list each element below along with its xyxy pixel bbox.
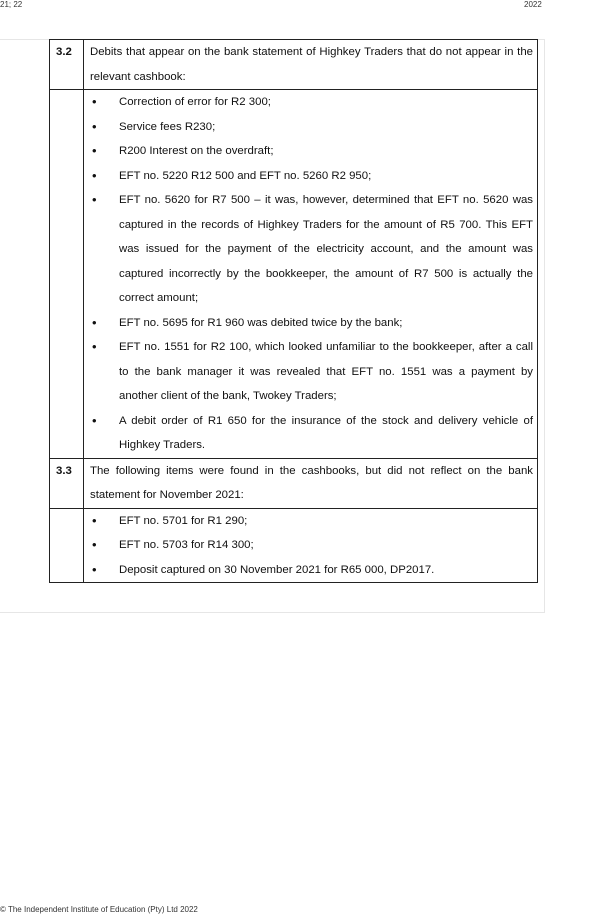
- section-3-2-number: 3.2: [50, 40, 84, 90]
- list-item-text: R200 Interest on the overdraft;: [119, 145, 274, 157]
- section-3-3-empty-cell: [50, 508, 84, 583]
- list-item: [90, 335, 533, 409]
- page-header-right: 2022: [524, 0, 542, 9]
- section-3-2-items-cell: [84, 90, 538, 459]
- list-item: [90, 409, 533, 458]
- bullet-icon: •: [92, 167, 97, 183]
- question-table: [49, 39, 538, 583]
- page-header-left: 21; 22: [0, 0, 23, 9]
- section-3-3-intro: The following items were found in the cashbooks, but did not reflect on the bank statement for November 2021:: [84, 458, 538, 508]
- list-item: [90, 509, 533, 534]
- list-item: [90, 164, 533, 189]
- section-3-2-header-row: [50, 40, 538, 90]
- bullet-icon: •: [92, 339, 97, 354]
- list-item-text: Service fees R230;: [119, 120, 216, 133]
- list-item-text: EFT no. 5695 for R1 960 was debited twice by the bank;: [119, 316, 403, 329]
- bullet-icon: •: [92, 537, 97, 552]
- section-3-3-number: 3.3: [50, 458, 84, 508]
- list-item: [90, 90, 533, 115]
- bullet-icon: •: [92, 143, 97, 158]
- section-3-2-empty-cell: [50, 90, 84, 459]
- page-frame-right-line: [544, 39, 545, 613]
- bullet-icon: •: [92, 512, 97, 528]
- bullet-icon: •: [92, 192, 97, 207]
- page-frame-bottom-line: [0, 612, 545, 613]
- list-item-text: Deposit captured on 30 November 2021 for R65 000, DP2017.: [119, 563, 435, 576]
- section-3-3-items-row: [50, 508, 538, 583]
- bullet-icon: •: [92, 118, 97, 134]
- bullet-icon: •: [92, 314, 97, 330]
- list-item-text: EFT no. 5703 for R14 300;: [119, 539, 254, 551]
- bullet-icon: •: [92, 94, 97, 109]
- list-item-text: EFT no. 5220 R12 500 and EFT no. 5260 R2 950;: [119, 169, 372, 182]
- section-3-2-list: [90, 90, 533, 458]
- list-item: [90, 311, 533, 336]
- list-item-text: Correction of error for R2 300;: [119, 96, 271, 108]
- section-3-2-intro: Debits that appear on the bank statement of Highkey Traders that do not appear in the relevant cashbook:: [84, 40, 538, 90]
- list-item: [90, 188, 533, 311]
- copyright-footer: © The Independent Institute of Education (Pty) Ltd 2022: [0, 905, 198, 914]
- section-3-3-list: [90, 509, 533, 583]
- list-item: [90, 139, 533, 164]
- bullet-icon: •: [92, 561, 97, 577]
- section-3-3-header-row: [50, 458, 538, 508]
- section-3-3-items-cell: [84, 508, 538, 583]
- list-item-text: EFT no. 5620 for R7 500 – it was, however, determined that EFT no. 5620 was captured in the records of Highkey Traders for the amount of R5 700. This EFT was issued for the payment of the electricity account, and the amount was captured incorrectly by the bookkeeper, the amount of R7 500 is actually the correct amount;: [119, 194, 533, 304]
- list-item: [90, 558, 533, 583]
- list-item-text: EFT no. 1551 for R2 100, which looked unfamiliar to the bookkeeper, after a call to the bank manager it was revealed that EFT no. 1551 was a payment by another client of the bank, Twokey Traders;: [119, 341, 533, 402]
- section-3-2-items-row: [50, 90, 538, 459]
- list-item: [90, 115, 533, 140]
- bullet-icon: •: [92, 412, 97, 428]
- list-item-text: A debit order of R1 650 for the insurance of the stock and delivery vehicle of Highkey Traders.: [119, 414, 533, 451]
- list-item-text: EFT no. 5701 for R1 290;: [119, 514, 248, 527]
- list-item: [90, 533, 533, 558]
